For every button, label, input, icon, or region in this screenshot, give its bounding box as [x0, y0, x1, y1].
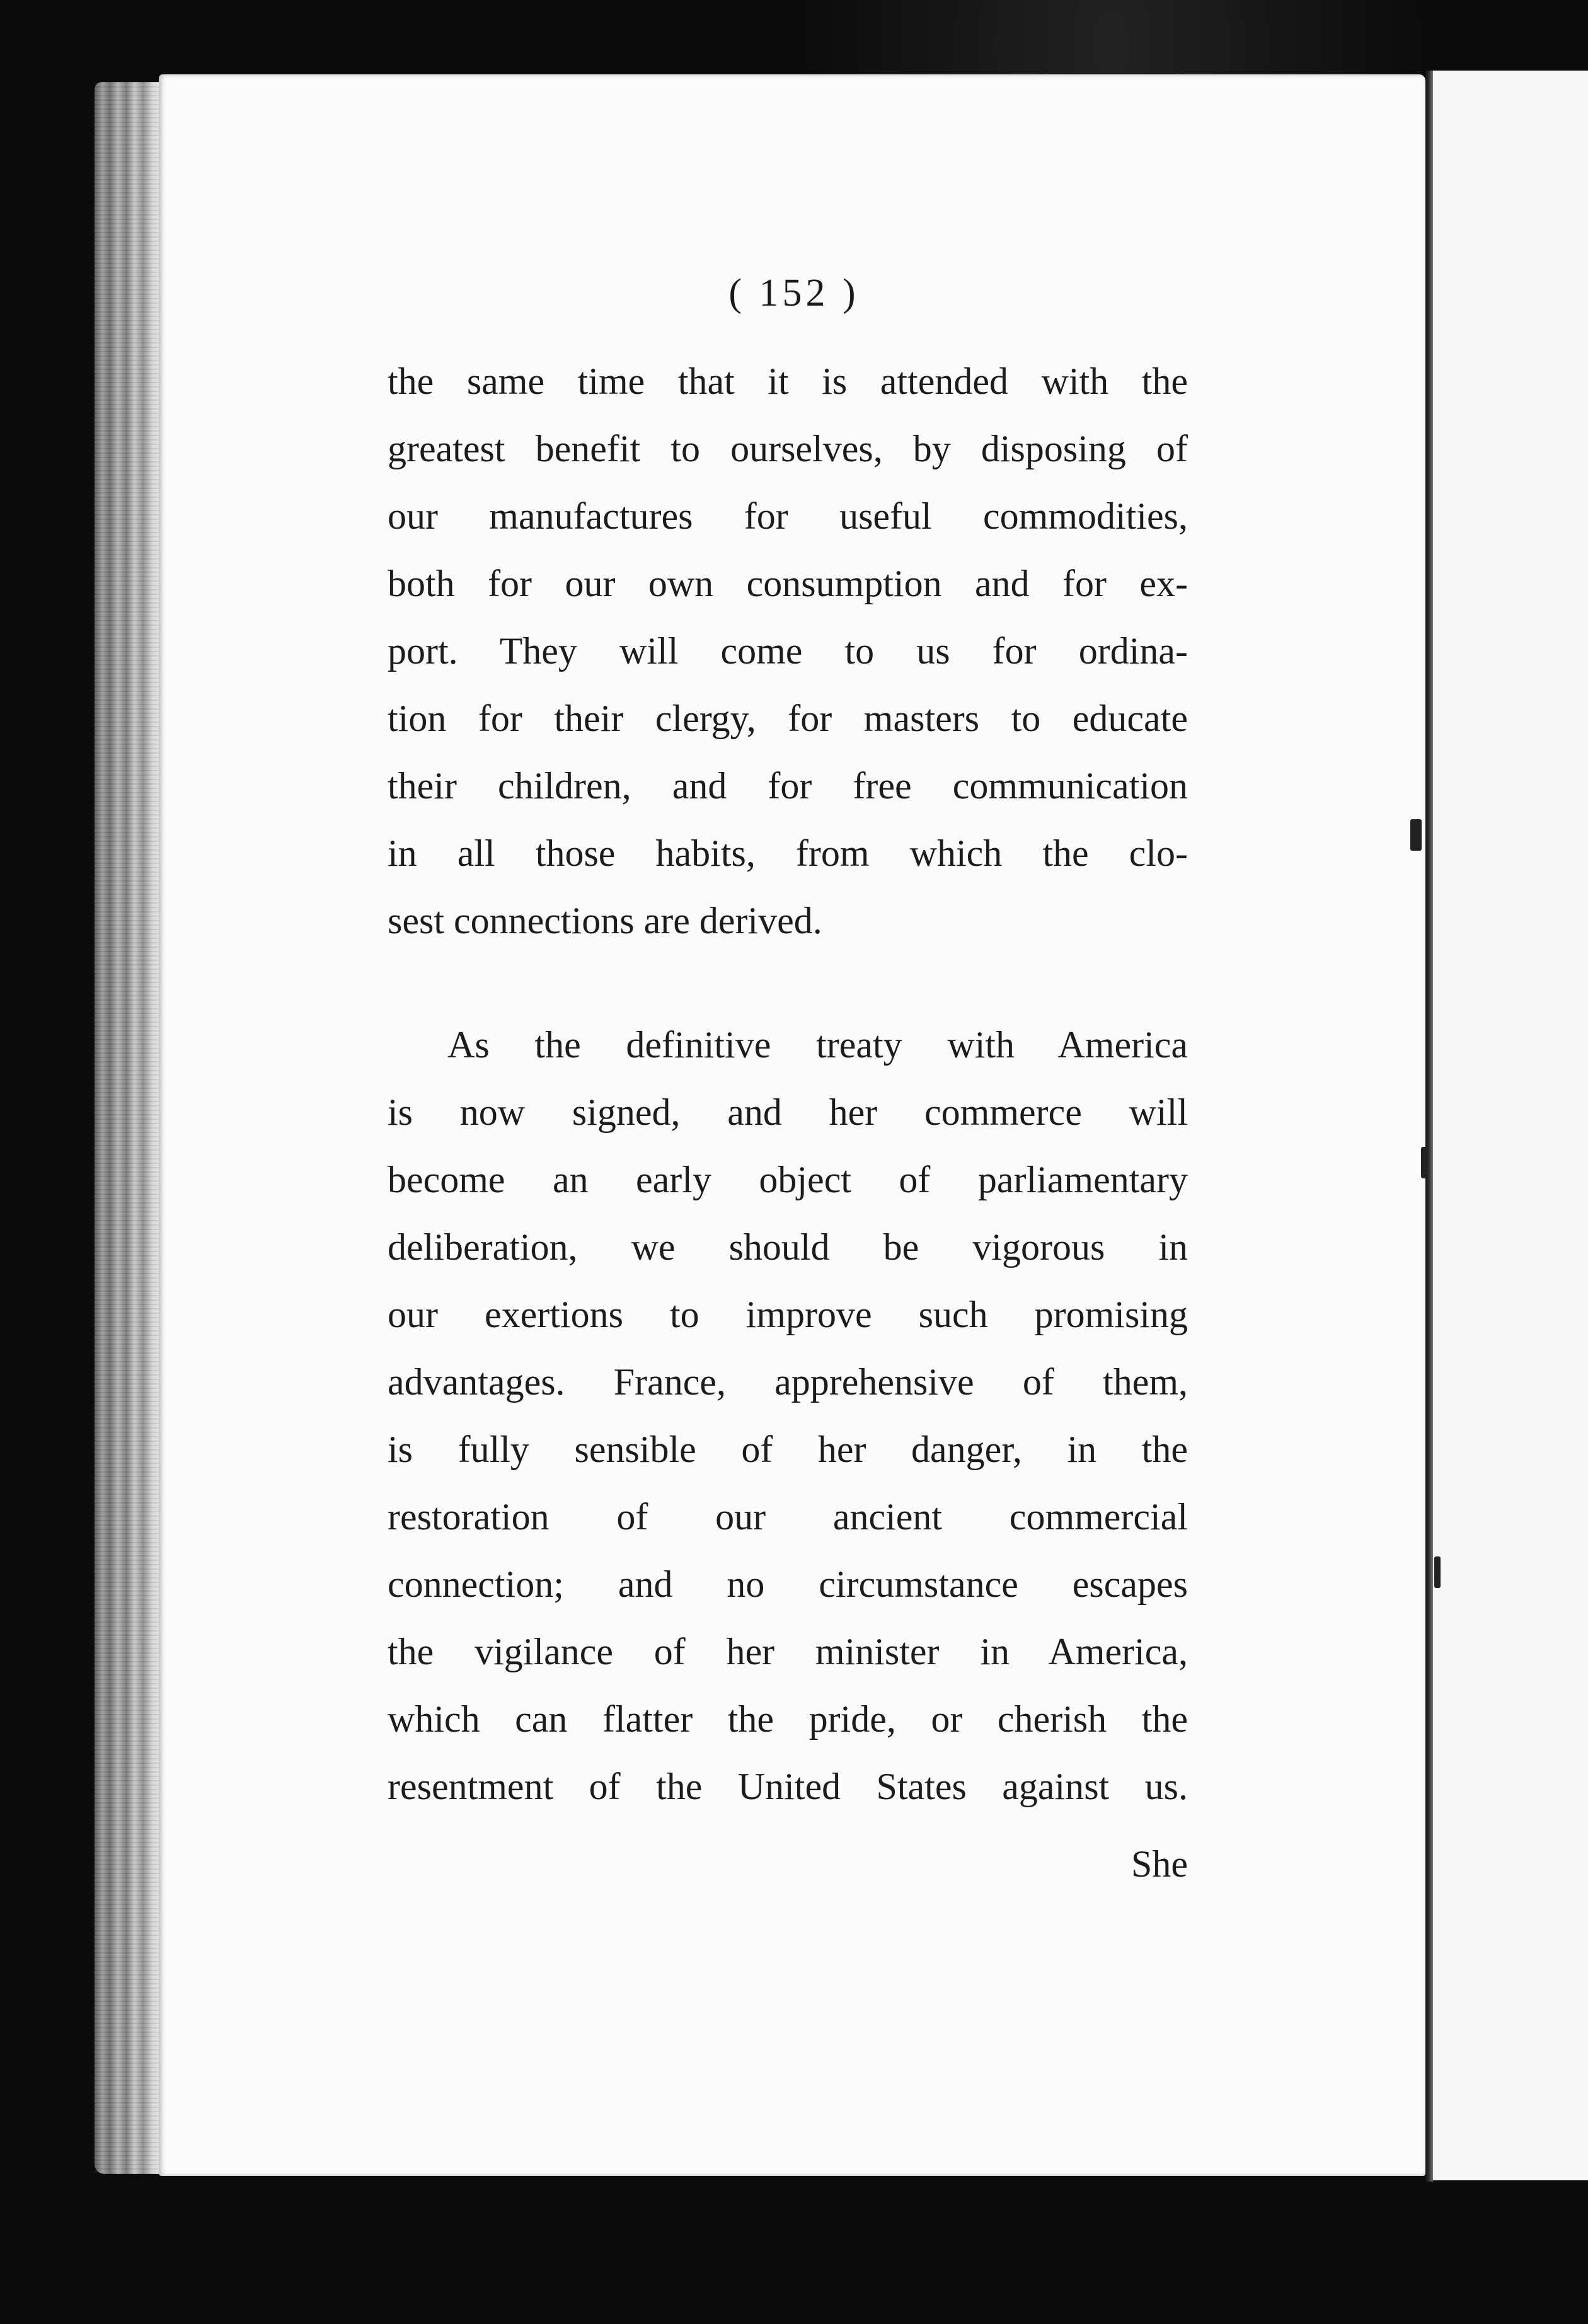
text-line: become an early object of parliamentary — [388, 1159, 1188, 1200]
text-line: resentment of the United States against us. — [388, 1766, 1188, 1807]
text-line: our exertions to improve such promising — [388, 1294, 1188, 1335]
text-line: our manufactures for useful commodities, — [388, 495, 1188, 537]
text-line: the same time that it is attended with the — [388, 360, 1188, 402]
text-line: the vigilance of her minister in America, — [388, 1631, 1188, 1672]
text-line: restoration of our ancient commercial — [388, 1496, 1188, 1538]
text-line: advantages. France, apprehensive of them, — [388, 1361, 1188, 1403]
text-line: connection; and no circumstance escapes — [388, 1563, 1188, 1605]
text-line: in all those habits, from which the clo- — [388, 832, 1188, 874]
text-line: deliberation, we should be vigorous in — [388, 1226, 1188, 1268]
paragraph-2 — [388, 1011, 1188, 1821]
text-line: is fully sensible of her danger, in the — [388, 1429, 1188, 1470]
facing-page-mark — [1421, 1147, 1427, 1178]
text-line: tion for their clergy, for masters to educate — [388, 698, 1188, 739]
book-gutter — [1425, 71, 1433, 2182]
facing-page — [1430, 71, 1588, 2180]
facing-page-mark — [1410, 819, 1422, 851]
text-line: As the definitive treaty with America — [447, 1024, 1188, 1066]
text-line: greatest benefit to ourselves, by disposing of — [388, 428, 1188, 469]
page-number-header: ( 152 ) — [728, 272, 860, 314]
text-line: both for our own consumption and for ex- — [388, 563, 1188, 604]
catchword: She — [1131, 1843, 1188, 1885]
text-line: which can flatter the pride, or cherish the — [388, 1698, 1188, 1740]
paragraph-1 — [388, 348, 1188, 955]
facing-page-mark — [1434, 1556, 1441, 1588]
book-page-edges — [95, 82, 164, 2174]
text-line: port. They will come to us for ordina- — [388, 630, 1188, 672]
text-line: sest connections are derived. — [388, 900, 822, 941]
text-line: is now signed, and her commerce will — [388, 1091, 1188, 1133]
text-line: their children, and for free communication — [388, 765, 1188, 807]
